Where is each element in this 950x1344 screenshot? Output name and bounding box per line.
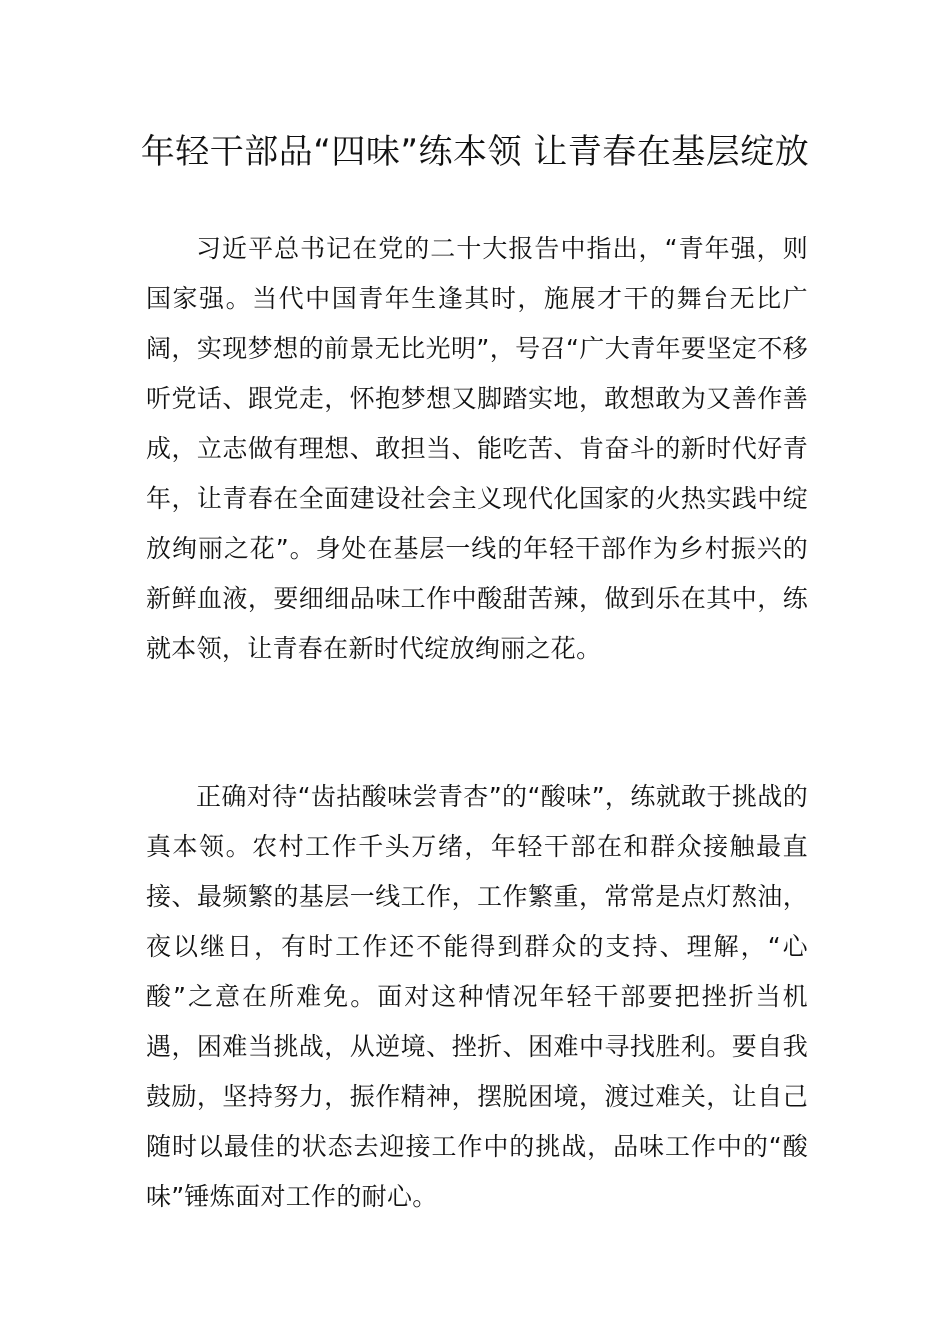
document-title: 年轻干部品“四味”练本领 让青春在基层绽放 — [140, 132, 810, 172]
paragraph-sour-taste: 正确对待“齿拈酸味尝青杏”的“酸味”，练就敢于挑战的真本领。农村工作千头万绪，年轻干部在和群众接触最直接、最频繁的基层一线工作，工作繁重，常常是点灯熬油，夜以继日，有时工作还不能得到群众的支持、理解，“心酸”之意在所难免。面对这种情况年轻干部要把挫折当机遇，困难当挑战，从逆境、挫折、困难中寻找胜利。要自我鼓励，坚持努力，振作精神，摆脱困境，渡过难关，让自己随时以最佳的状态去迎接工作中的挑战，品味工作中的“酸味”锤炼面对工作的耐心。 — [146, 782, 808, 1211]
paragraph-intro: 习近平总书记在党的二十大报告中指出，“青年强，则国家强。当代中国青年生逢其时，施展才干的舞台无比广阔，实现梦想的前景无比光明”，号召“广大青年要坚定不移听党话、跟党走，怀抱梦想又脚踏实地，敢想敢为又善作善成，立志做有理想、敢担当、能吃苦、肯奋斗的新时代好青年，让青春在全面建设社会主义现代化国家的火热实践中绽放绚丽之花”。身处在基层一线的年轻干部作为乡村振兴的新鲜血液，要细细品味工作中酸甜苦辣，做到乐在其中，练就本领，让青春在新时代绽放绚丽之花。 — [146, 234, 808, 663]
